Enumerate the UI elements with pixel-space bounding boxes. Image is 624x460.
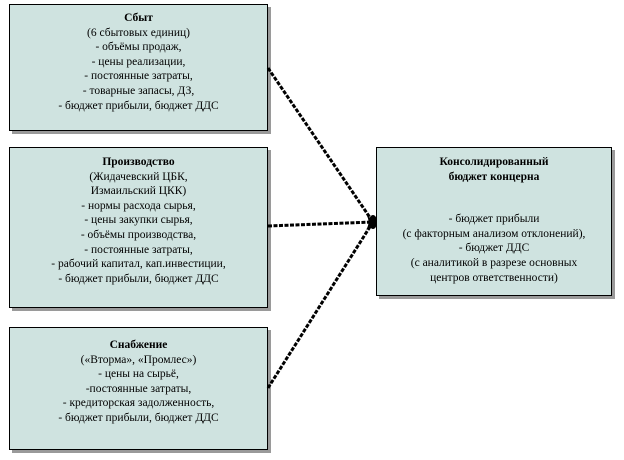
connector-production [268,222,373,226]
sales-line: - бюджет прибыли, бюджет ДДС [58,99,219,112]
consolidated-line: - бюджет ДДС [458,242,530,255]
connector-supply [268,222,373,388]
consolidated-line: центров ответственности) [430,271,558,284]
production-box [9,147,268,308]
production-title: Производство [102,156,175,168]
consolidated-budget-box [376,147,612,296]
production-line: - цены закупки сырья, [84,214,193,227]
connector-sales [268,68,373,222]
sales-box [9,4,268,131]
production-line: - объёмы производства, [80,228,197,241]
sales-line: - цены реализации, [91,55,186,68]
supply-box [9,327,268,450]
production-line: (Жидачевский ЦБК, [89,170,188,183]
production-line: - бюджет прибыли, бюджет ДДС [58,272,219,285]
sales-title: Сбыт [124,12,153,24]
supply-line: («Вторма», «Промлес») [80,353,197,366]
production-line: - рабочий капитал, кап.инвестиции, [51,258,226,271]
consolidated-line: (с аналитикой в разрезе основных [410,256,578,269]
supply-line: -постоянные затраты, [85,382,192,395]
sales-line: - товарные запасы, ДЗ, [82,84,195,97]
supply-line: - бюджет прибыли, бюджет ДДС [58,411,219,424]
consolidated-spacer [381,184,607,212]
sales-line: - объёмы продаж, [95,41,182,54]
consolidated-line: - бюджет прибыли [448,213,540,226]
supply-line: - кредиторская задолженность, [62,397,215,410]
sales-line: - постоянные затраты, [84,70,193,83]
consolidated-line: (с факторным анализом отклонений), [402,227,586,240]
arrowhead [366,214,372,230]
consolidated-title-line: бюджет концерна [448,170,540,183]
sales-line: (6 сбытовых единиц) [87,26,190,39]
production-line: Измаильский ЦКК) [90,185,187,198]
production-line: - постоянные затраты, [84,243,193,256]
supply-line: - цены на сырьё, [98,368,179,381]
production-line: - нормы расхода сырья, [81,199,196,212]
consolidated-title-line: Консолидированный [439,156,549,168]
supply-title: Снабжение [109,339,168,351]
